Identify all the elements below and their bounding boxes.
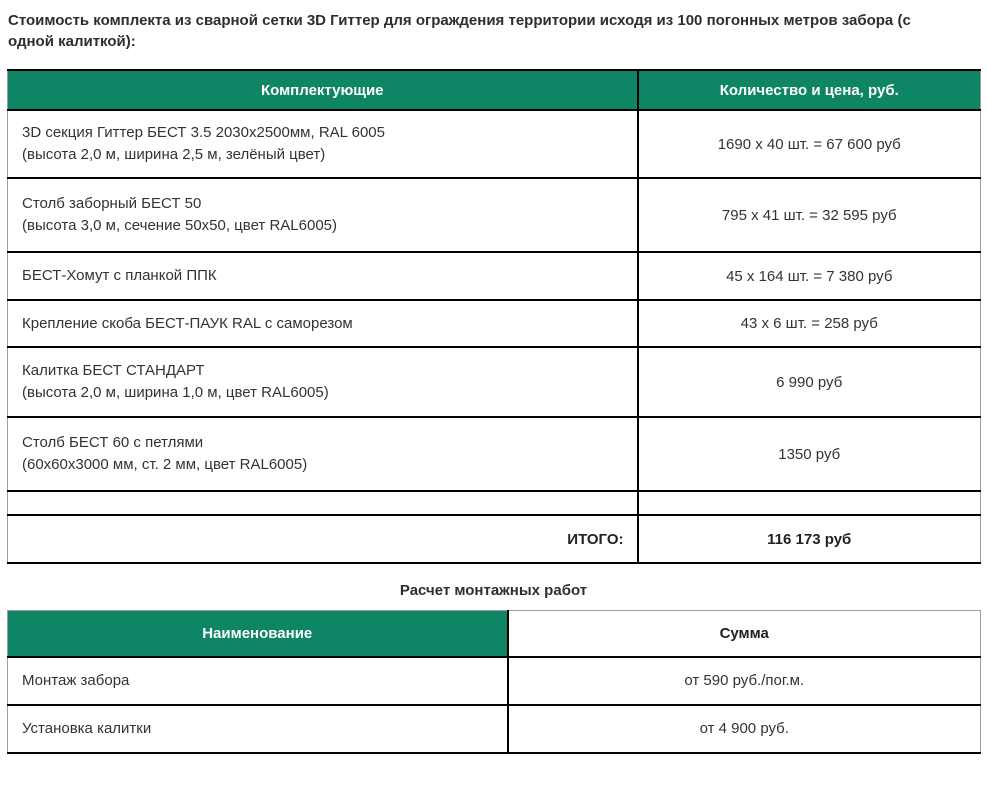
- table-row: [8, 178, 981, 252]
- item-price: 43 х 6 шт. = 258 руб: [638, 300, 981, 347]
- table-row: [8, 252, 981, 300]
- total-row: [8, 515, 981, 563]
- item-name: Калитка БЕСТ СТАНДАРТ: [22, 362, 205, 379]
- installation-table-title: Расчет монтажных работ: [399, 582, 588, 599]
- installation-table: [7, 610, 981, 754]
- table-row: [8, 110, 981, 178]
- item-spec: (высота 2,0 м, ширина 1,0 м, цвет RAL6005): [22, 384, 329, 401]
- table-row: [8, 300, 981, 347]
- installation-header-name: Наименование: [8, 611, 508, 657]
- components-header-price: Количество и цена, руб.: [638, 70, 981, 110]
- components-table: [7, 69, 981, 564]
- item-price: 6 990 руб: [638, 347, 981, 417]
- table-row: [8, 657, 981, 705]
- item-price: 45 х 164 шт. = 7 380 руб: [638, 252, 981, 300]
- table-row: [8, 417, 981, 491]
- item-price: 1350 руб: [638, 417, 981, 491]
- total-label: ИТОГО:: [8, 515, 638, 563]
- item-name: БЕСТ-Хомут с планкой ППК: [22, 267, 217, 284]
- empty-cell: [8, 491, 638, 515]
- table-row: [8, 705, 981, 753]
- total-value: 116 173 руб: [638, 515, 981, 563]
- item-price: 795 х 41 шт. = 32 595 руб: [638, 178, 981, 252]
- work-price: от 590 руб./пог.м.: [508, 657, 981, 705]
- item-name: Столб заборный БЕСТ 50: [22, 195, 202, 212]
- components-header-row: [8, 70, 981, 110]
- item-spec: (высота 2,0 м, ширина 2,5 м, зелёный цвет): [22, 146, 326, 163]
- installation-header-row: [8, 611, 981, 657]
- work-price: от 4 900 руб.: [508, 705, 981, 753]
- work-name: Установка калитки: [8, 705, 508, 753]
- table-row: [8, 347, 981, 417]
- item-name: Столб БЕСТ 60 с петлями: [22, 434, 204, 451]
- item-spec: (60х60х3000 мм, ст. 2 мм, цвет RAL6005): [22, 456, 308, 473]
- page-title: Стоимость комплекта из сварной сетки 3D Гиттер для ограждения территории исходя из 100 погонных метров забора (с одной калиткой):: [8, 12, 911, 50]
- empty-cell: [638, 491, 981, 515]
- work-name: Монтаж забора: [8, 657, 508, 705]
- item-name: 3D секция Гиттер БЕСТ 3.5 2030х2500мм, RAL 6005: [22, 124, 385, 141]
- item-spec: (высота 3,0 м, сечение 50х50, цвет RAL6005): [22, 217, 337, 234]
- installation-header-sum: Сумма: [508, 611, 981, 657]
- item-name: Крепление скоба БЕСТ-ПАУК RAL с саморезом: [22, 314, 353, 332]
- item-price: 1690 х 40 шт. = 67 600 руб: [638, 110, 981, 178]
- spacer-row: [8, 491, 981, 515]
- components-header-name: Комплектующие: [8, 70, 638, 110]
